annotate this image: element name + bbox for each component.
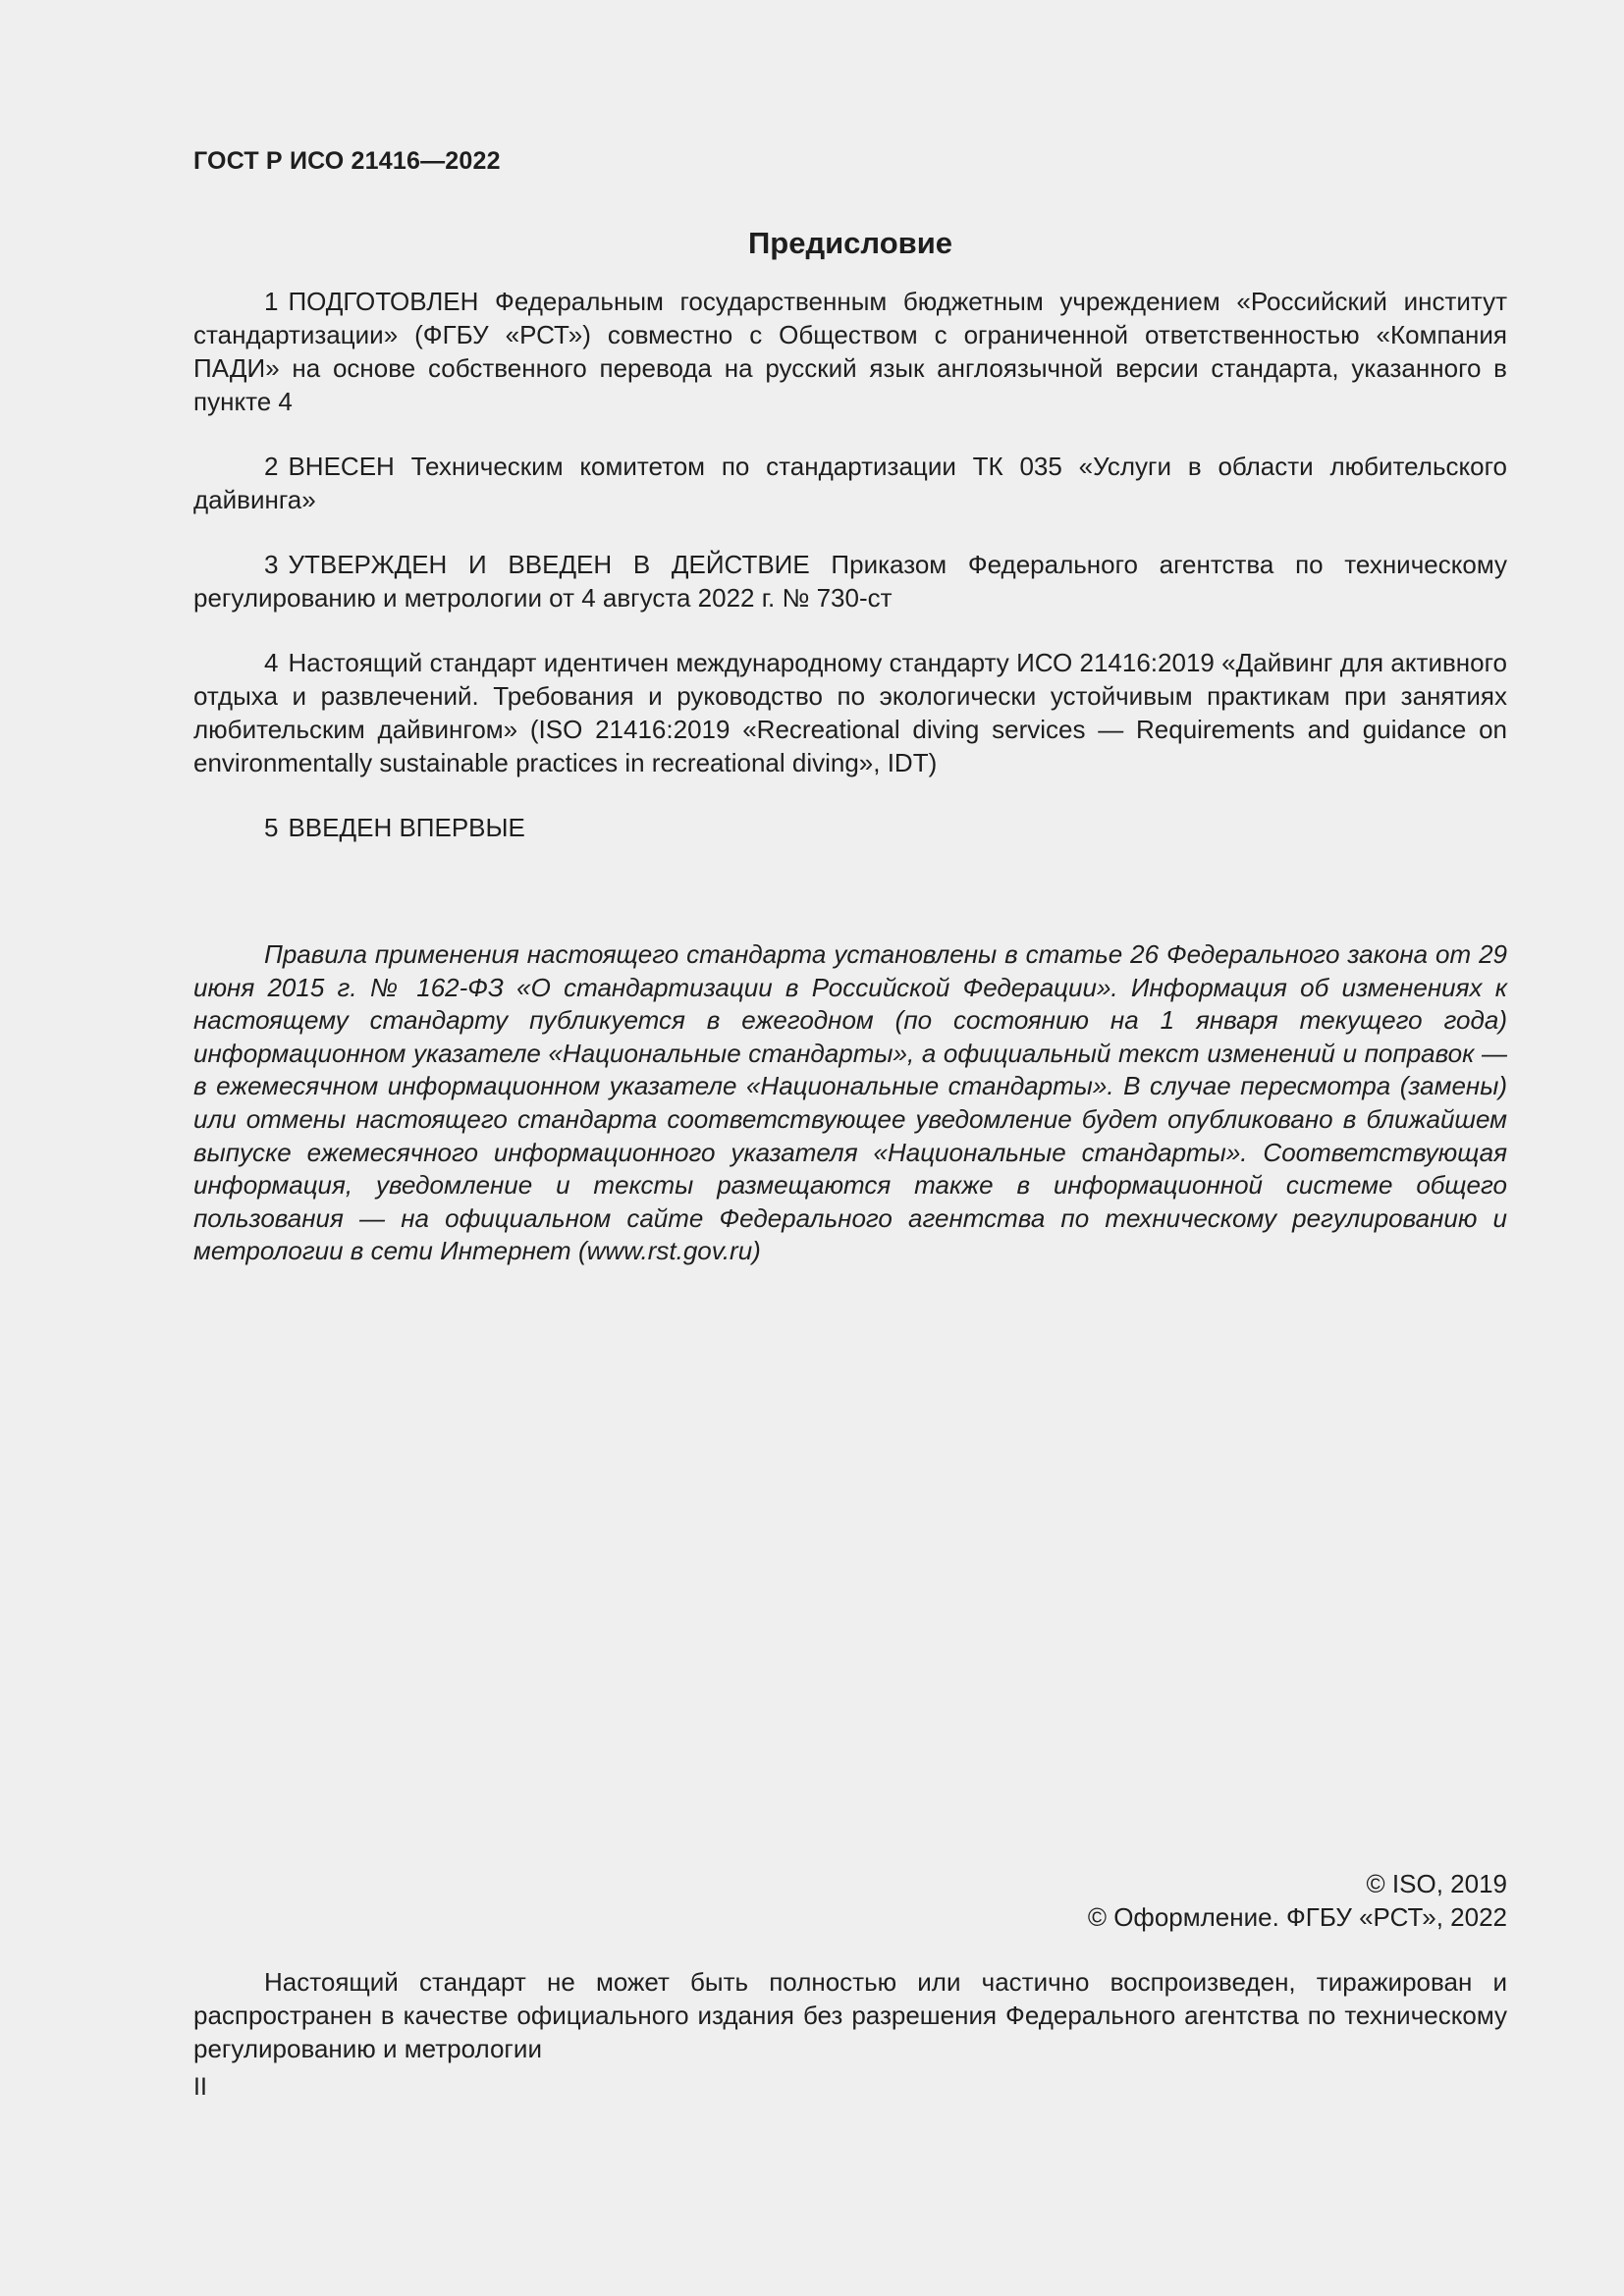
item-number: 5 <box>264 813 279 842</box>
reproduction-notice: Настоящий стандарт не может быть полностью или частично воспроизведен, тиражирован и распространен в качестве официального издания без разрешения Федерального агентства по техническому регулированию и метрологии <box>193 1967 1507 2063</box>
copyright-block <box>1088 1867 1507 1934</box>
item-text: ПОДГОТОВЛЕН Федеральным государственным бюджетным учреждением «Российский институт стандартизации» (ФГБУ «РСТ») совместно с Обществом с ограниченной ответственностью «Компания ПАДИ» на основе собственного перевода на русский язык англоязычной версии стандарта, указанного в пункте 4 <box>193 287 1507 416</box>
copyright-design: © Оформление. ФГБУ «РСТ», 2022 <box>1087 1902 1507 1932</box>
foreword-item-1 <box>193 285 1507 418</box>
item-text: ВВЕДЕН ВПЕРВЫЕ <box>288 813 525 842</box>
foreword-items <box>193 285 1507 876</box>
item-text: ВНЕСЕН Техническим комитетом по стандартизации ТК 035 «Услуги в области любительского дайвинга» <box>193 452 1507 514</box>
page-number: II <box>193 2073 207 2101</box>
item-number: 4 <box>264 648 279 677</box>
page-title: Предисловие <box>747 226 952 260</box>
foreword-item-2 <box>193 450 1507 516</box>
item-text: Настоящий стандарт идентичен международному стандарту ИСО 21416:2019 «Дайвинг для активного отдыха и развлечений. Требования и руководство по экологически устойчивым практикам при занятиях любительским дайвингом» (ISO 21416:2019 «Recreational diving services — Requirements and guidance on environmentally sustainable practices in recreational diving», IDT) <box>193 648 1507 777</box>
item-number: 1 <box>264 287 279 316</box>
document-code: ГОСТ Р ИСО 21416—2022 <box>193 147 501 175</box>
application-rules-notice: Правила применения настоящего стандарта установлены в статье 26 Федерального закона от 29 июня 2015 г. № 162-ФЗ «О стандартизации в Российской Федерации». Информация об изменениях к настоящему стандарту публикуется в ежегодном (по состоянию на 1 января текущего года) информационном указателе «Национальные стандарты», а официальный текст изменений и поправок — в ежемесячном информационном указателе «Национальные стандарты». В случае пересмотра (замены) или отмены настоящего стандарта соответствующее уведомление будет опубликовано в ближайшем выпуске ежемесячного информационного указателя «Национальные стандарты». Соответствующая информация, уведомление и тексты размещаются также в информационной системе общего пользования — на официальном сайте Федерального агентства по техническому регулированию и метрологии в сети Интернет (www.rst.gov.ru) <box>193 939 1507 1266</box>
document-page <box>193 0 1507 2296</box>
copyright-iso: © ISO, 2019 <box>1366 1869 1507 1898</box>
item-text: УТВЕРЖДЕН И ВВЕДЕН В ДЕЙСТВИЕ Приказом Федерального агентства по техническому регулированию и метрологии от 4 августа 2022 г. № 730-ст <box>193 550 1507 613</box>
item-number: 2 <box>264 452 279 481</box>
item-number: 3 <box>264 550 279 579</box>
foreword-item-5 <box>193 811 1507 844</box>
foreword-item-3 <box>193 548 1507 614</box>
foreword-item-4 <box>193 646 1507 779</box>
